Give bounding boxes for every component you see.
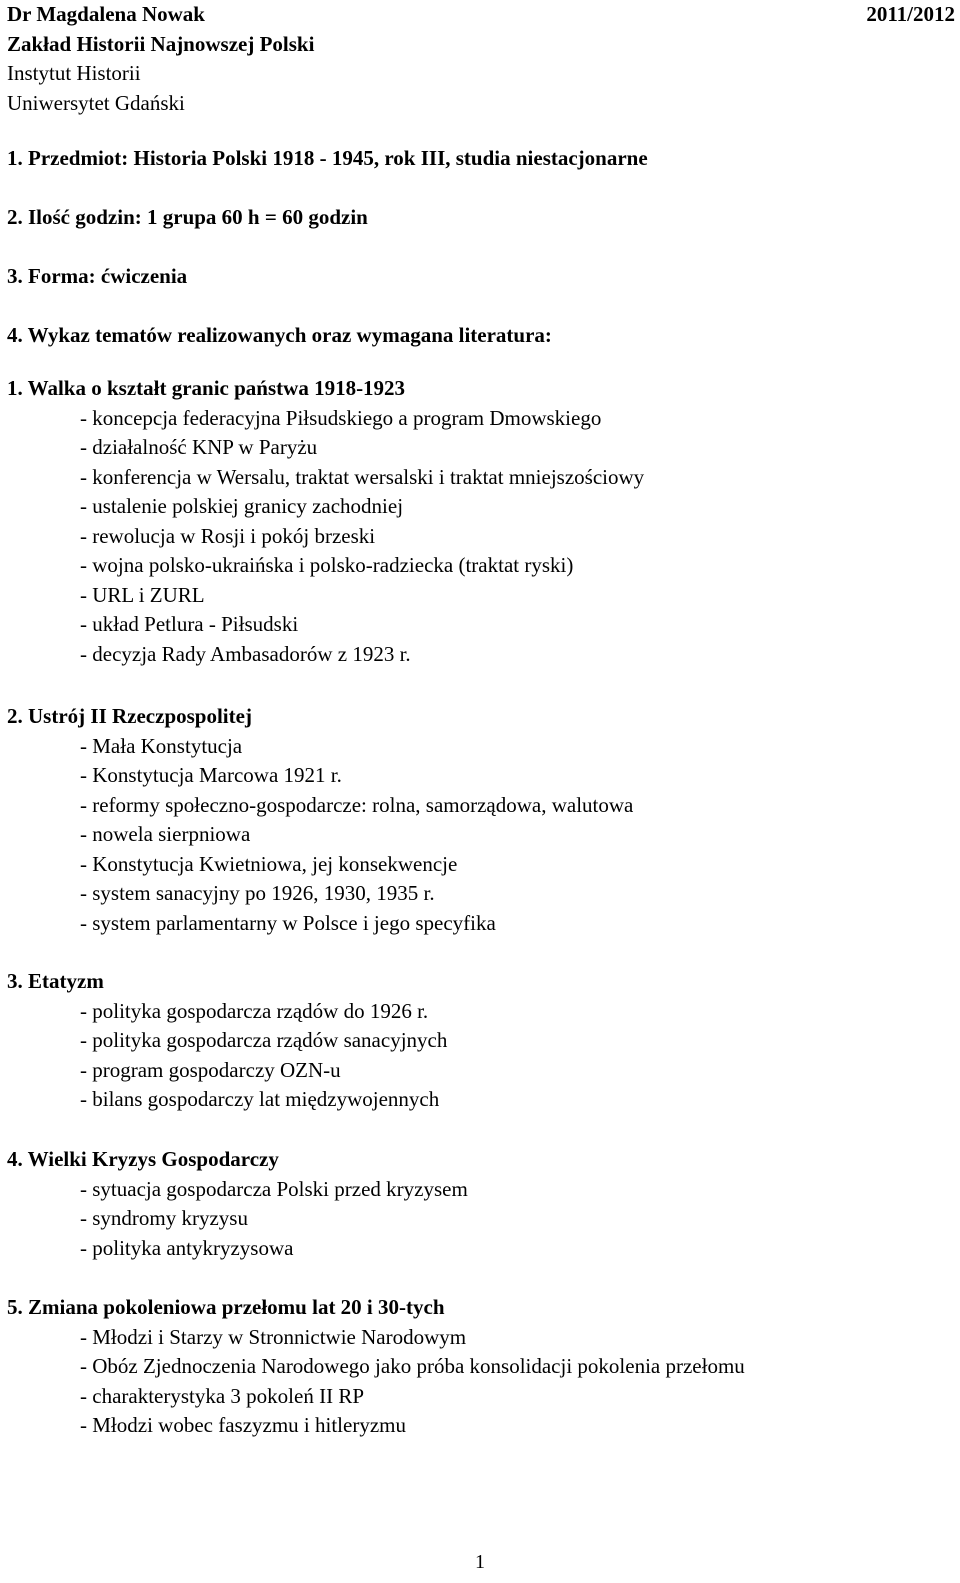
topic-item: - reformy społeczno-gospodarcze: rolna, samorządowa, walutowa <box>80 792 634 817</box>
topic-item: - polityka gospodarcza rządów do 1926 r. <box>80 998 429 1023</box>
course-form: 3. Forma: ćwiczenia <box>7 264 188 288</box>
topic-item: - polityka gospodarcza rządów sanacyjnych <box>80 1028 448 1052</box>
topic-item: - bilans gospodarczy lat międzywojennych <box>80 1087 440 1111</box>
topic-title: 3. Etatyzm <box>7 969 104 993</box>
topic-item: - Konstytucja Marcowa 1921 r. <box>80 763 342 787</box>
topic-section-5 <box>7 1293 952 1441</box>
topic-section-3 <box>7 967 952 1115</box>
topic-item: - ustalenie polskiej granicy zachodniej <box>80 494 404 518</box>
topic-item: - charakterystyka 3 pokoleń II RP <box>80 1383 365 1408</box>
topic-item: - system parlamentarny w Polsce i jego specyfika <box>80 910 496 935</box>
topic-title: 5. Zmiana pokoleniowa przełomu lat 20 i 30-tych <box>7 1295 445 1319</box>
course-hours: 2. Ilość godzin: 1 grupa 60 h = 60 godzin <box>7 205 368 229</box>
topic-title: 4. Wielki Kryzys Gospodarczy <box>7 1147 279 1171</box>
topic-item: - URL i ZURL <box>80 582 205 607</box>
topic-title: 2. Ustrój II Rzeczpospolitej <box>7 704 252 728</box>
academic-year: 2011/2012 <box>866 2 955 26</box>
topic-item: - Mała Konstytucja <box>80 733 243 758</box>
topic-title: 1. Walka o kształt granic państwa 1918-1923 <box>7 376 406 400</box>
university-name: Uniwersytet Gdański <box>7 90 185 115</box>
topic-item: - Obóz Zjednoczenia Narodowego jako próba konsolidacji pokolenia przełomu <box>80 1354 745 1378</box>
topic-item: - program gospodarczy OZN-u <box>80 1057 341 1082</box>
topic-item: - układ Petlura - Piłsudski <box>80 612 299 636</box>
topic-section-4 <box>7 1145 952 1263</box>
topic-item: - Młodzi wobec faszyzmu i hitleryzmu <box>80 1413 406 1437</box>
course-subject: 1. Przedmiot: Historia Polski 1918 - 1945, rok III, studia niestacjonarne <box>7 146 648 170</box>
topic-item: - koncepcja federacyjna Piłsudskiego a program Dmowskiego <box>80 405 602 430</box>
department-name: Zakład Historii Najnowszej Polski <box>7 31 315 56</box>
topic-section-2 <box>7 702 952 938</box>
topic-item: - syndromy kryzysu <box>80 1206 248 1230</box>
topic-section-1 <box>7 374 952 669</box>
topic-item: - nowela sierpniowa <box>80 822 251 846</box>
topic-item: - konferencja w Wersalu, traktat wersalski i traktat mniejszościowy <box>80 464 645 489</box>
page-number: 1 <box>475 1551 485 1573</box>
topic-item: - rewolucja w Rosji i pokój brzeski <box>80 523 376 548</box>
topic-item: - system sanacyjny po 1926, 1930, 1935 r. <box>80 881 435 905</box>
topic-item: - polityka antykryzysowa <box>80 1235 294 1260</box>
topic-item: - Konstytucja Kwietniowa, jej konsekwencje <box>80 851 458 876</box>
topic-item: - sytuacja gospodarcza Polski przed kryzysem <box>80 1176 468 1201</box>
institute-name: Instytut Historii <box>7 61 141 85</box>
topics-heading: 4. Wykaz tematów realizowanych oraz wymagana literatura: <box>7 323 552 347</box>
document-header <box>7 0 955 118</box>
topic-item: - działalność KNP w Paryżu <box>80 435 318 459</box>
author-name: Dr Magdalena Nowak <box>7 2 205 26</box>
topic-item: - decyzja Rady Ambasadorów z 1923 r. <box>80 641 411 666</box>
topic-item: - wojna polsko-ukraińska i polsko-radziecka (traktat ryski) <box>80 553 574 577</box>
topic-item: - Młodzi i Starzy w Stronnictwie Narodowym <box>80 1324 467 1349</box>
